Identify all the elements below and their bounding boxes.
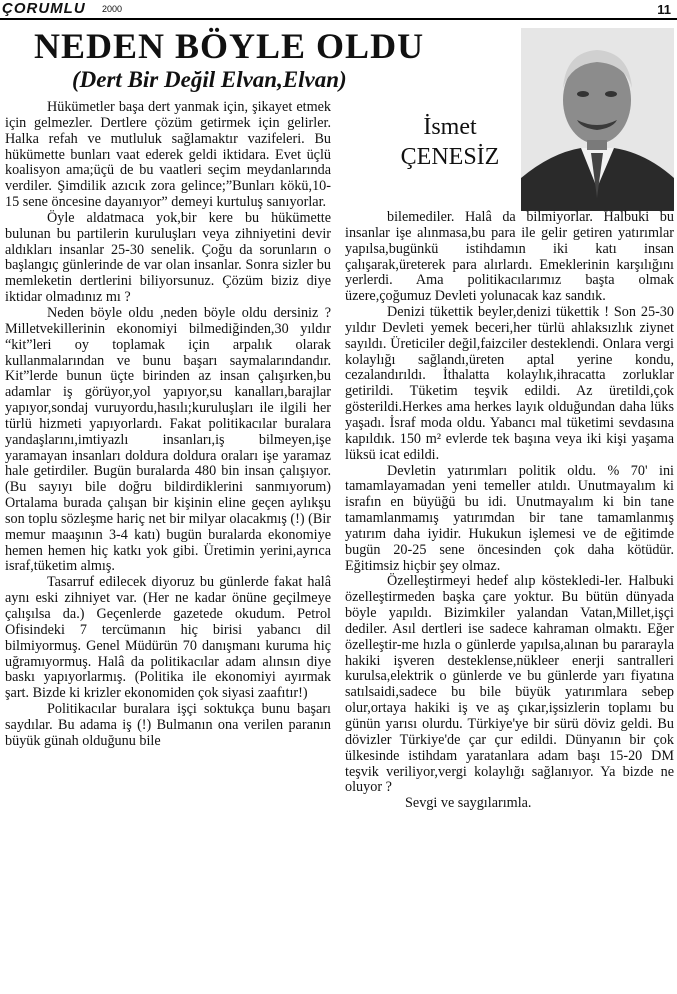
article-title: NEDEN BÖYLE OLDU <box>34 26 425 66</box>
page-number: 11 <box>657 2 671 17</box>
paragraph: Neden böyle oldu ,neden böyle oldu dersiniz ? Milletvekillerinin ekonomiyi bilmediğinden,30 yıldır “kit”leri oy toplamak için arpalık olarak kullanmalarından ve bunu başarı saymalarındandır. Kit”lerde bunun üçte birinden az insan çalışırken,bu adamlar iş görüyor,yol yapıyor,su kanalları,barajlar yapıyor,sondaj vuruyordu,hasılı;kuruluşları ile ilgili her türlü hizmeti yapıyorlardı. Fakat politikacılar buralara yandaşlarını,imtiyazlı insanları,iş bilmeyen,işe yaramayan insanları doldura doldura oraları işe yaramaz hale getirdiler. Bugün buralarda 480 bin insan çalışıyor. (Bu sayıyı bile doğru bildirdiklerini sanmıyorum) Ortalama burada çalışan bir kişinin eline geçen aylıkşu son toplu sözleşme hariç net bir milyar olacakmış (!) (Bir memur maaşının 3-4 katı) bugün buralarda ekonomiye hemen hemen hiç katkı yok gibi. Üretimin yerini,ayrıca israf,tüketim almış. <box>5 304 331 575</box>
masthead <box>0 0 677 22</box>
author-byline <box>380 112 520 172</box>
paragraph: Hükümetler başa dert yanmak için, şikayet etmek için gelmezler. Dertlere çözüm getirmek için gelirler. Halka refah ve mutluluk sağlamaktır vazifeleri. Bu hükümette bunları vaat ederek geldi iktidara. Evet üçlü koalisyon ama;üçü de bu vaatleri seçim meydanlarında verdiler. Şimdilik azıcık zora gelince;”Bunları kökü,10-15 sene öncesine dayanıyor” demeyi kurtuluş sanıyorlar. <box>5 99 331 211</box>
masthead-year: 2000 <box>102 4 123 14</box>
paragraph: Devletin yatırımları politik oldu. % 70' ini tamamlayamadan yeni temeller atıldı. Unutmayalım ki israfın en büyüğü bu idi. Unutmayalım ki bin tane tamamlanmamış yatırımdan bir tane tamamlanmış yatırım daha iyidir. Hukukun işlemesi ve de eğitimde bugün 20-25 sene öncesinden çok daha kötüdür. Eğitimsiz hiçbir şey olmaz. <box>345 462 674 574</box>
paragraph: bilemediler. Halâ da bilmiyorlar. Halbuki bu insanlar işe alınmasa,bu para ile gelir getiren yatırımlar yapılsa,bugünkü istihdamın iki katı insan çalışarak,üreterek para alırlardı. Emeklerinin karşılığını yerlerdi. Ama politikacılarımız başta olmak üzere,çoğumuz Devleti yolunacak kaz sandık. <box>345 209 674 305</box>
paragraph: Denizi tükettik beyler,denizi tükettik ! Son 25-30 yıldır Devleti yemek beceri,her türlü ahlaksızlık ziynet sayıldı. Üreticiler değil,faizciler desteklendi. Onlara vergi kolaylığı sağlandı,üreten aptal yerine kondu, cezalandırıldı. İthalatta kolaylık,ihracatta zorluklar getirildi. Tüketim teşvik edildi. Az üretildi,çok gösterildi.Herkes ama herkes layık olduğundan daha lüks yaşadı. İsraf moda oldu. Yabancı mal tüketimi sevdasına kapıldık. 150 m² evlerde tek başına veya iki kişi yaşama lüksü icat edildi. <box>345 304 674 463</box>
author-portrait-icon <box>521 28 674 211</box>
paragraph: Öyle aldatmaca yok,bir kere bu hükümette bulunan bu partilerin kuruluşları veya zihniyetini devir aldıkları insanlar 25-30 senelik. Çoğu da sorunların o başlangıç günlerinde de var olan insanlar. Sonra sizler bu memleketin dertlerini biliyorsunuz. Çözüm biziz diye iktidar olmadınız mı ? <box>5 209 331 306</box>
author-photo <box>521 28 674 211</box>
author-last-name: ÇENESİZ <box>400 144 500 170</box>
paragraph: Politikacılar buralara işçi soktukça bunu başarı saydılar. Bu adama iş (!) Bulmanın ona verilen paranın büyük günah olduğunu bile <box>5 701 331 749</box>
paragraph: Tasarruf edilecek diyoruz bu günlerde fakat halâ aynı eski zihniyet var. (Her ne kadar önüne geçilmeye çalışılsa da.) Geçenlerde gazetede okudum. Petrol Ofisindeki 7 tercümanın hiç birisi yabancı dil bilmiyormuş. Genel Müdürün 70 danışmanı kuruma hiç uğramıyormuş. Halâ da politikacılar adam alınsın diye baskı yapıyorlarmış. (Politika ile ekonomiyi ayırmak şart. Bizde ki krizler ekonomiden çok siyasi zaafıtır!) <box>5 574 331 702</box>
article-column-right <box>345 210 674 812</box>
article-subtitle: (Dert Bir Değil Elvan,Elvan) <box>72 67 347 92</box>
newspaper-logo: ÇORUMLU <box>2 0 86 17</box>
header-rule <box>0 18 677 20</box>
paragraph: Özelleştirmeyi hedef alıp köstekledi-ler. Halbuki özelleştirmeden başka çare yoktur. Bu bütün dünyada böyle yapıldı. Bizimkiler yalandan Vatan,Millet,işçi dediler. Asıl dertleri ise sadece kahraman olmaktı. Eğer özelleştir-me hızla o günlerde yapılsa,alınan bu pararayla hakiki işveren desteklense,nükleer enerji santralleri kurulsa,elektrik o günlerde ve bu günlerde yarı fiyatına satılsaidi,sadece bu bile büyük yatırımlara sebep olur,ortaya hakiki iş ve aş çıkar,işsizlerin toplamı bu günün yarısı olurdu. Türkiye'ye bir sürü döviz geldi. Bu dövizler Türkiye'de çar çur edildi. Dünyanın bir çok ülkesinde istihdam yaratanlara adam başı 15-20 DM teşvik veriliyor,vergi kolaylığı sağlanıyor. Ya bizde ne oluyor ? <box>345 573 674 796</box>
closing-line: Sevgi ve saygılarımla. <box>405 795 532 812</box>
article-column-left <box>5 100 331 750</box>
author-first-name: İsmet <box>423 114 477 140</box>
